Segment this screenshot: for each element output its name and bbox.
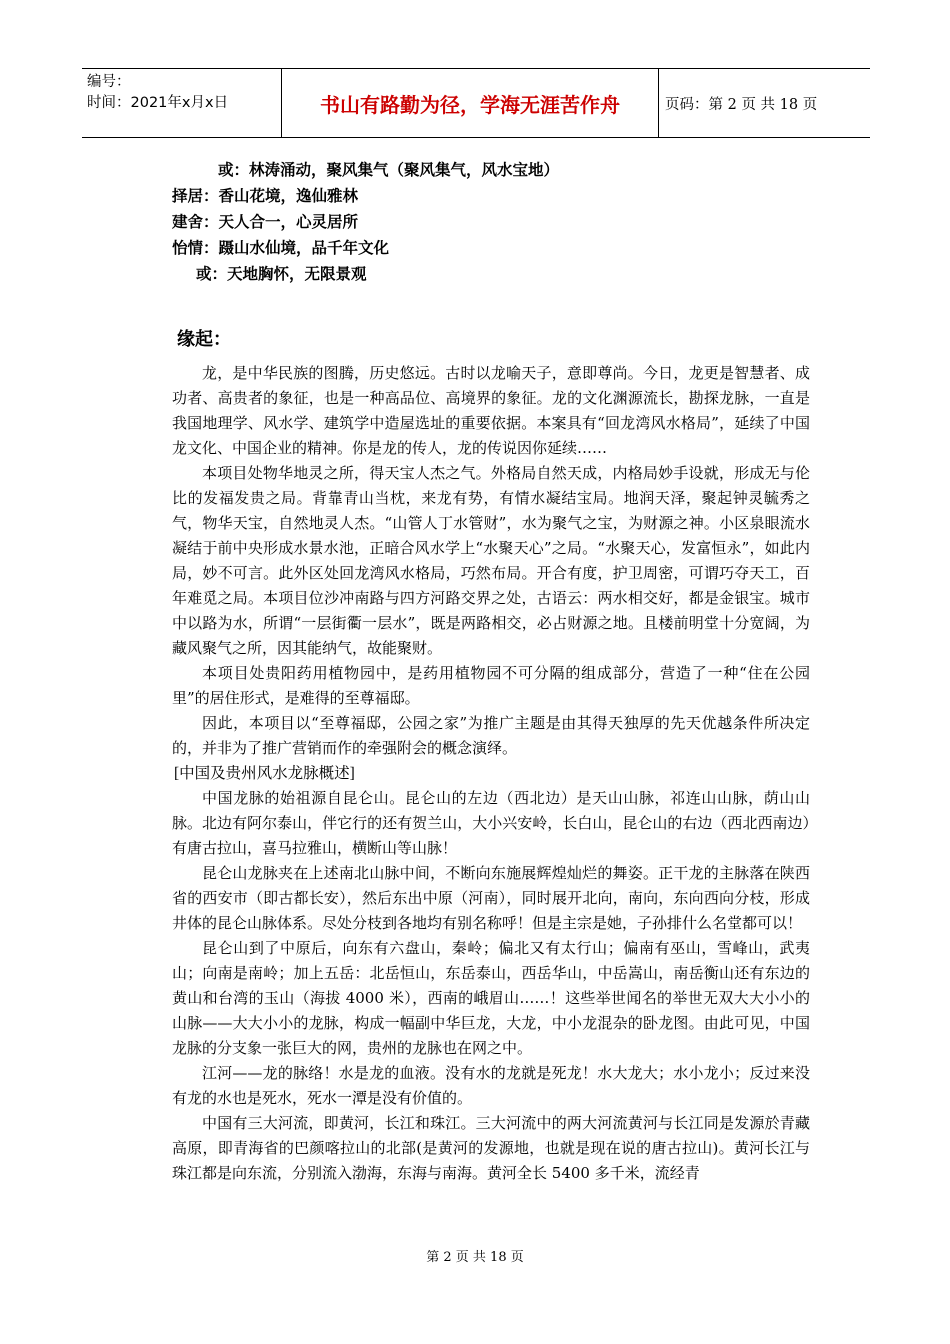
document-body — [172, 157, 810, 1186]
page-header — [82, 68, 870, 138]
slogan-line: 或：天地胸怀，无限景观 — [196, 264, 367, 283]
paragraph: 龙，是中华民族的图腾，历史悠远。古时以龙喻天子，意即尊尚。今日，龙更是智慧者、成功者、高贵者的象征，也是一种高品位、高境界的象征。龙的文化渊源流长，勘探龙脉，一直是我国地理学、风水学、建筑学中造屋选址的重要依据。本案具有“回龙湾风水格局”，延续了中国龙文化、中国企业的精神。你是龙的传人，龙的传说因你延续…… — [172, 364, 810, 457]
paragraph: 中国有三大河流，即黄河，长江和珠江。三大河流中的两大河流黄河与长江同是发源於青藏高原，即青海省的巴颜喀拉山的北部(是黄河的发源地，也就是现在说的唐古拉山)。黄河长江与珠江都是向东流，分别流入渤海，东海与南海。黄河全长 5400 多千米，流经青 — [172, 1114, 810, 1182]
document-date: 时间：2021年x月x日 — [87, 95, 229, 111]
paragraph: 江河——龙的脉络！水是龙的血液。没有水的龙就是死龙！水大龙大；水小龙小；反过来没有龙的水也是死水，死水一潭是没有价值的。 — [172, 1064, 810, 1107]
header-page-info: 页码：第 2 页 共 18 页 — [665, 96, 818, 113]
paragraph: 昆仑山龙脉夹在上述南北山脉中间，不断向东施展辉煌灿烂的舞姿。正干龙的主脉落在陕西省的西安市（即古都长安），然后东出中原（河南），同时展开北向，南向，东向西向分枝，形成井体的昆仑山脉体系。尽处分枝到各地均有别名称呼！但是主宗是她，子孙排什么名堂都可以！ — [172, 864, 810, 932]
slogan-line: 怡情：蹑山水仙境，品千年文化 — [172, 238, 390, 257]
document-number-label: 编号： — [87, 74, 131, 90]
paragraph: 因此，本项目以“至尊福邸，公园之家”为推广主题是由其得天独厚的先天优越条件所决定的，并非为了推广营销而作的牵强附会的概念演绎。 — [172, 714, 810, 757]
header-motto: 书山有路勤为径，学海无涯苦作舟 — [282, 69, 659, 137]
paragraph: 本项目处物华地灵之所，得天宝人杰之气。外格局自然天成，内格局妙手设就，形成无与伦比的发福发贵之局。背靠青山当枕，来龙有势，有情水凝结宝局。地润天泽，聚起钟灵毓秀之气，物华天宝，自然地灵人杰。“山管人丁水管财”，水为聚气之宝，为财源之神。小区泉眼流水凝结于前中央形成水景水池，正暗合风水学上“水聚天心”之局。“水聚天心，发富恒永”，如此内局，妙不可言。此外区处回龙湾风水格局，巧然布局。开合有度，护卫周密，可谓巧夺天工，百年难觅之局。本项目位沙冲南路与四方河路交界之处，古语云：两水相交好，都是金银宝。城市中以路为水，所谓“一层街衢一层水”，既是两路相交，必占财源之地。且楼前明堂十分宽阔，为藏风聚气之所，因其能纳气，故能聚财。 — [172, 464, 810, 657]
paragraph: 本项目处贵阳药用植物园中，是药用植物园不可分隔的组成部分，营造了一种“住在公园里”的居住形式，是难得的至尊福邸。 — [172, 664, 810, 707]
slogan-line: 择居：香山花境，逸仙雅林 — [172, 186, 359, 205]
paragraph: 昆仑山到了中原后，向东有六盘山，秦岭；偏北又有太行山；偏南有巫山，雪峰山，武夷山；向南是南岭；加上五岳：北岳恒山，东岳泰山，西岳华山，中岳嵩山，南岳衡山还有东边的黄山和台湾的玉山（海拔 4000 米），西南的峨眉山……！这些举世闻名的举世无双大大小小的山脉——大大小小的龙脉，构成一幅副中华巨龙，大龙，中小龙混杂的卧龙图。由此可见，中国龙脉的分支象一张巨大的网，贵州的龙脉也在网之中。 — [172, 939, 810, 1057]
slogan-line: 建舍：天人合一，心灵居所 — [172, 212, 359, 231]
header-meta — [82, 69, 282, 137]
slogan-line: 或：林涛涌动，聚风集气（聚风集气，风水宝地） — [218, 160, 560, 179]
paragraph: 中国龙脉的始祖源自昆仑山。昆仑山的左边（西北边）是天山山脉，祁连山山脉，荫山山脉。北边有阿尔泰山，伴它行的还有贺兰山，大小兴安岭，长白山，昆仑山的右边（西北西南边）有唐古拉山，喜马拉雅山，横断山等山脉！ — [172, 789, 810, 857]
page-footer: 第 2 页 共 18 页 — [426, 1250, 524, 1265]
section-heading: 缘起： — [177, 329, 231, 350]
subsection-heading: [中国及贵州风水龙脉概述] — [174, 765, 355, 782]
